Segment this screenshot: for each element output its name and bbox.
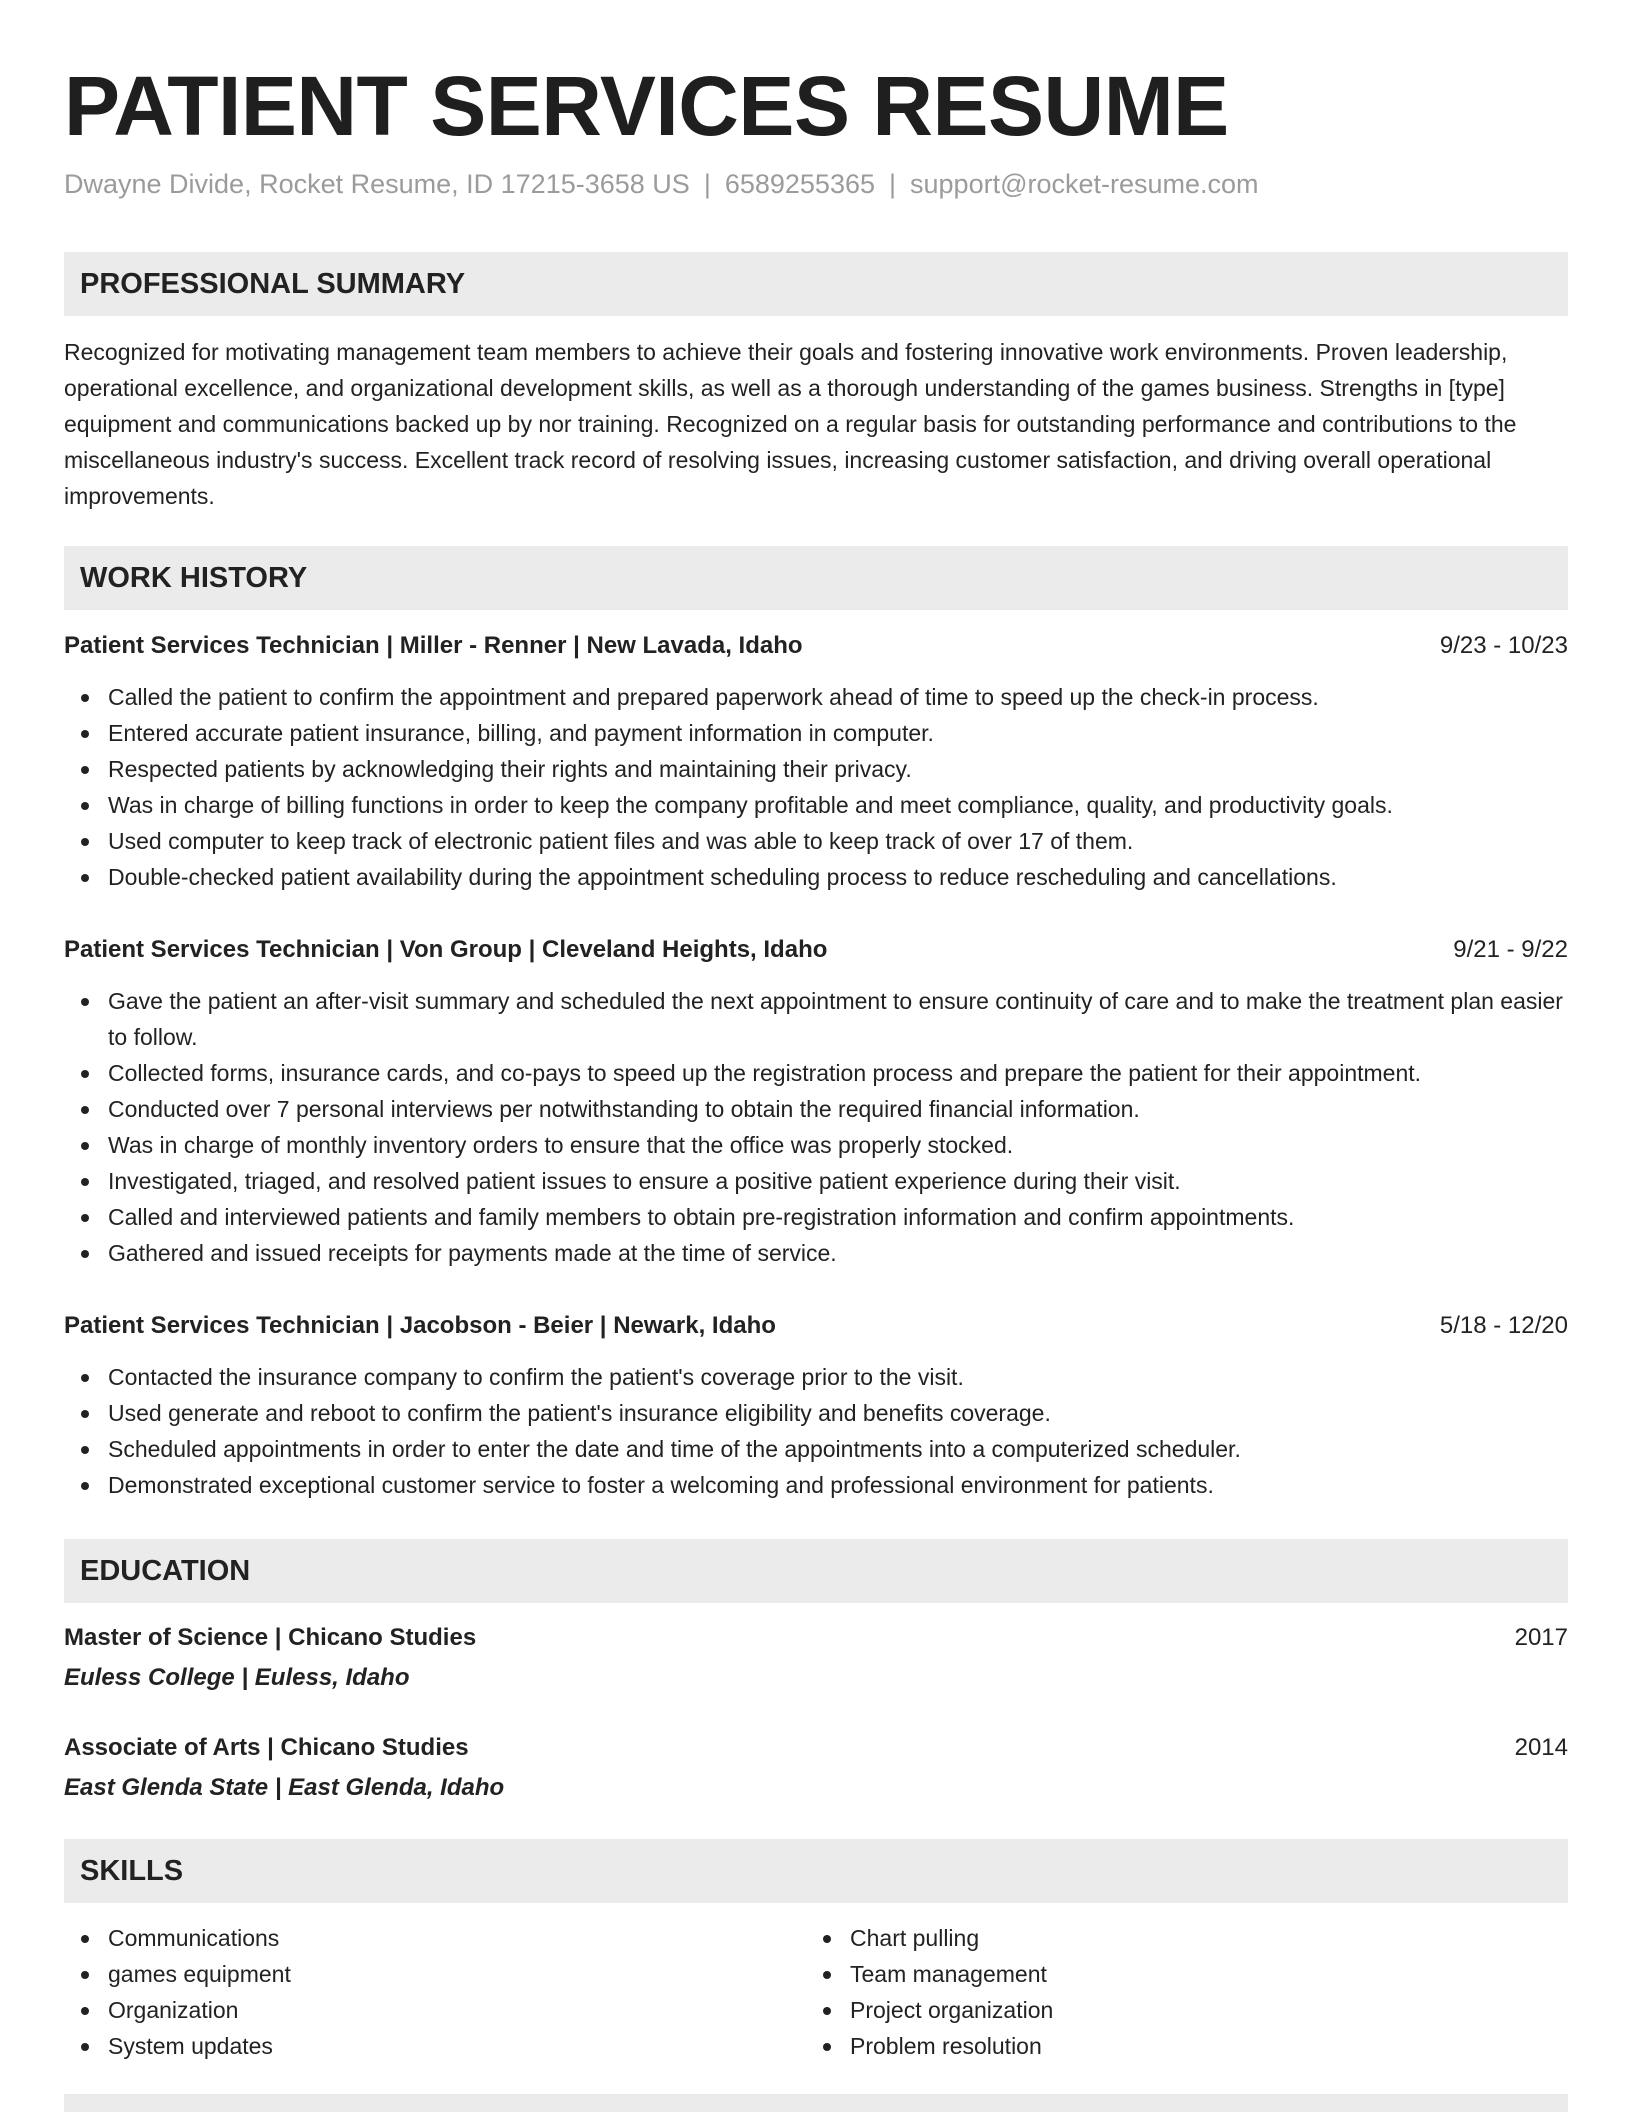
list-item: Was in charge of billing functions in order to keep the company profitable and meet compliance, quality, and productivity goals.: [64, 787, 1568, 823]
summary-text: Recognized for motivating management team members to achieve their goals and fostering innovative work environments. Proven leadership, operational excellence, and organizational development skills, as well as a thorough understanding of the games business. Strengths in [type] equipment and communications backed up by nor training. Recognized on a regular basis for outstanding performance and contributions to the miscellaneous industry's success. Excellent track record of resolving issues, increasing customer satisfaction, and driving overall operational improvements.: [64, 339, 1517, 509]
list-item: Project organization: [806, 1992, 1506, 2028]
summary-section-header: [64, 252, 1568, 316]
job-dates: 9/23 - 10/23: [1439, 632, 1568, 659]
list-item: Respected patients by acknowledging their rights and maintaining their privacy.: [64, 751, 1568, 787]
job-dates: 5/18 - 12/20: [1439, 1312, 1568, 1339]
list-item: Communications: [64, 1920, 764, 1956]
education-year: 2014: [1514, 1734, 1568, 1761]
skills-section-header: [64, 1839, 1568, 1903]
job-title: Patient Services Technician | Miller - Renner | New Lavada, Idaho: [64, 632, 803, 659]
list-item: Organization: [64, 1992, 764, 2028]
education-school: Euless College | Euless, Idaho: [64, 1664, 410, 1691]
contact-phone: 6589255365: [724, 169, 875, 199]
contact-address: Dwayne Divide, Rocket Resume, ID 17215-3658 US: [64, 169, 690, 199]
education-degree: Associate of Arts | Chicano Studies: [64, 1734, 469, 1761]
list-item: Investigated, triaged, and resolved patient issues to ensure a positive patient experience during their visit.: [64, 1163, 1568, 1199]
list-item: Gave the patient an after-visit summary and scheduled the next appointment to ensure continuity of care and to make the treatment plan easier to follow.: [64, 983, 1568, 1055]
list-item: Called the patient to confirm the appointment and prepared paperwork ahead of time to speed up the check-in process.: [64, 679, 1568, 715]
list-item: Demonstrated exceptional customer service to foster a welcoming and professional environment for patients.: [64, 1467, 1568, 1503]
education-entry: [64, 1731, 1568, 1811]
list-item: Used computer to keep track of electronic patient files and was able to keep track of over 17 of them.: [64, 823, 1568, 859]
summary-heading: PROFESSIONAL SUMMARY: [80, 268, 466, 300]
job-title: Patient Services Technician | Von Group | Cleveland Heights, Idaho: [64, 936, 828, 963]
list-item: Chart pulling: [806, 1920, 1506, 1956]
list-item: Conducted over 7 personal interviews per notwithstanding to obtain the required financial information.: [64, 1091, 1568, 1127]
education-school: East Glenda State | East Glenda, Idaho: [64, 1774, 505, 1801]
list-item: Entered accurate patient insurance, billing, and payment information in computer.: [64, 715, 1568, 751]
skills-heading: SKILLS: [80, 1855, 184, 1887]
list-item: Was in charge of monthly inventory orders to ensure that the office was properly stocked.: [64, 1127, 1568, 1163]
contact-separator: |: [703, 169, 711, 199]
list-item: Problem resolution: [806, 2028, 1506, 2064]
job-bullets: [64, 1359, 1568, 1503]
next-section-header: [64, 2094, 1568, 2112]
education-year: 2017: [1514, 1624, 1568, 1651]
work-heading: WORK HISTORY: [80, 562, 308, 594]
job-bullets: [64, 679, 1568, 895]
skills-list-right: [806, 1920, 1506, 2064]
list-item: Team management: [806, 1956, 1506, 1992]
list-item: games equipment: [64, 1956, 764, 1992]
list-item: Called and interviewed patients and family members to obtain pre-registration information and confirm appointments.: [64, 1199, 1568, 1235]
list-item: Used generate and reboot to confirm the patient's insurance eligibility and benefits coverage.: [64, 1395, 1568, 1431]
page-title: PATIENT SERVICES RESUME: [64, 59, 1229, 153]
list-item: Scheduled appointments in order to enter the date and time of the appointments into a computerized scheduler.: [64, 1431, 1568, 1467]
list-item: Double-checked patient availability during the appointment scheduling process to reduce rescheduling and cancellations.: [64, 859, 1568, 895]
list-item: Collected forms, insurance cards, and co-pays to speed up the registration process and prepare the patient for their appointment.: [64, 1055, 1568, 1091]
contact-separator: |: [889, 169, 897, 199]
list-item: Gathered and issued receipts for payments made at the time of service.: [64, 1235, 1568, 1271]
list-item: System updates: [64, 2028, 764, 2064]
job-dates: 9/21 - 9/22: [1453, 936, 1568, 963]
contact-email: support@rocket-resume.com: [910, 169, 1259, 199]
skills-list-left: [64, 1920, 764, 2064]
education-degree: Master of Science | Chicano Studies: [64, 1624, 477, 1651]
job-bullets: [64, 983, 1568, 1271]
contact-line: [64, 166, 1259, 202]
list-item: Contacted the insurance company to confirm the patient's coverage prior to the visit.: [64, 1359, 1568, 1395]
job-title: Patient Services Technician | Jacobson - Beier | Newark, Idaho: [64, 1312, 776, 1339]
education-section-header: [64, 1539, 1568, 1603]
education-entry: [64, 1621, 1568, 1701]
work-section-header: [64, 546, 1568, 610]
education-heading: EDUCATION: [80, 1555, 251, 1587]
